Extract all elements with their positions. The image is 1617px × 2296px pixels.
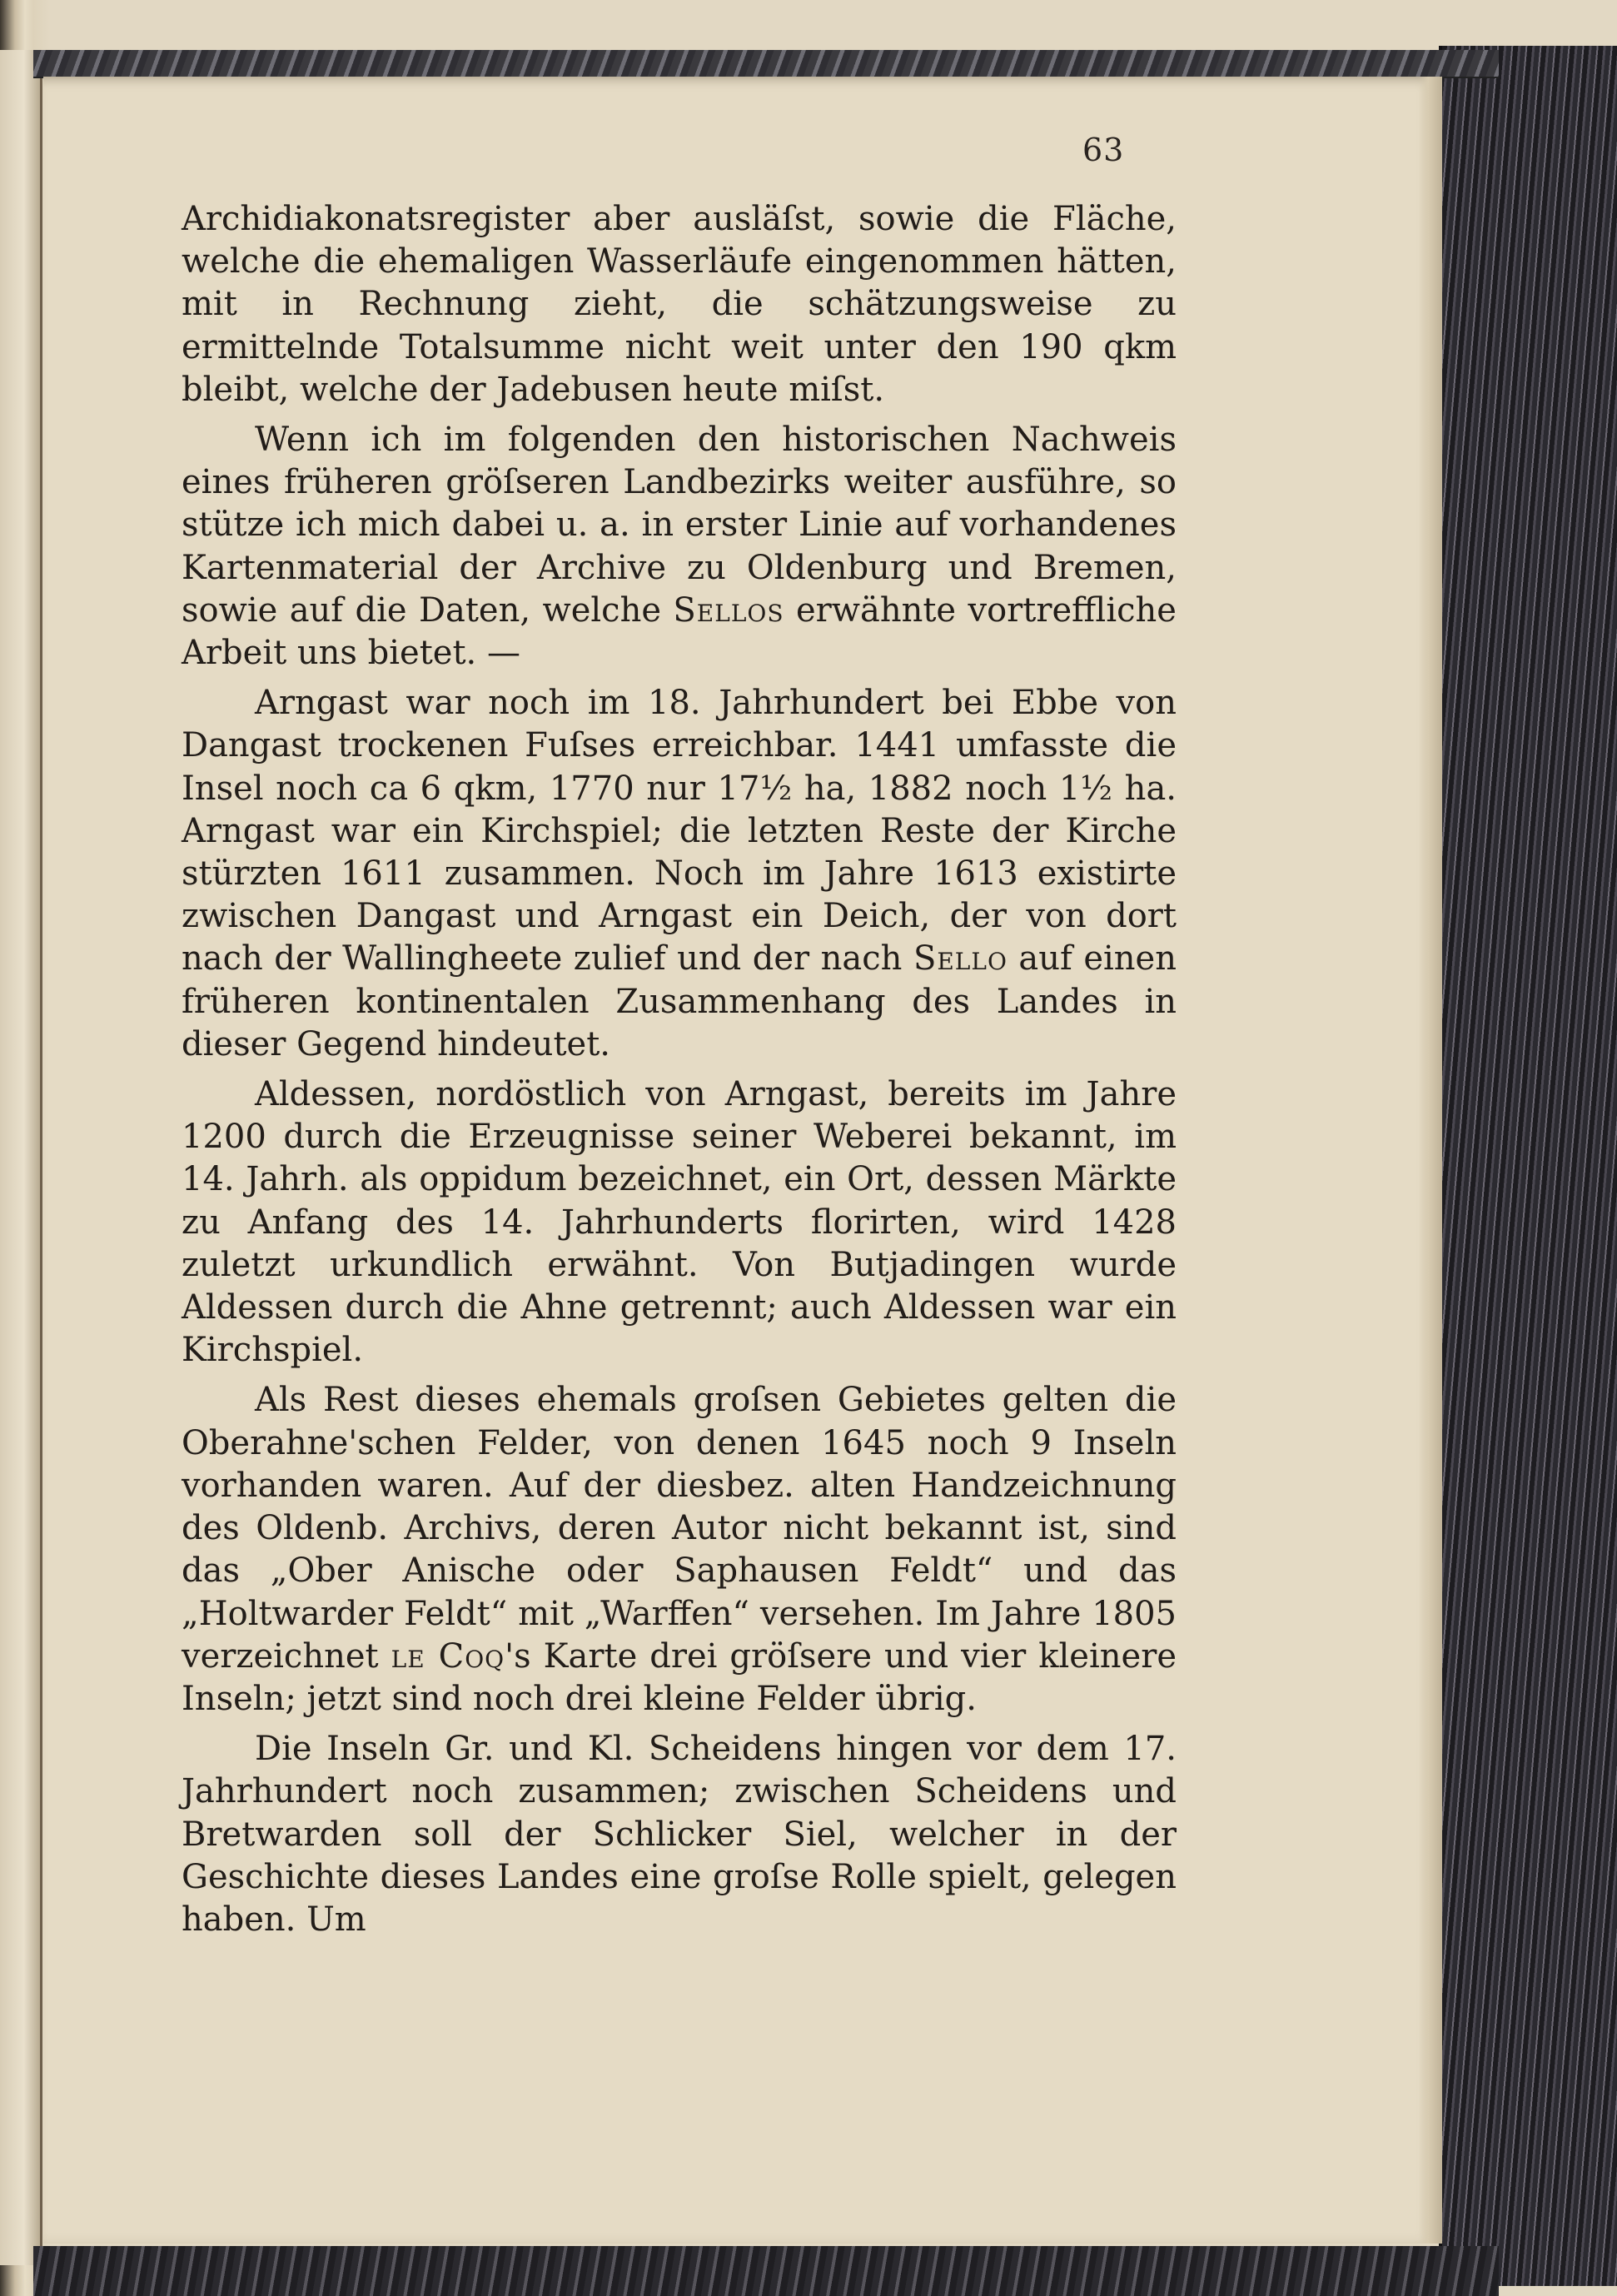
paragraph: [182, 682, 1177, 1066]
paragraph: [182, 1379, 1177, 1721]
author-name: Sellos: [673, 590, 784, 630]
paragraph-text: auf einen früheren kontinentalen Zusammenhang des Landes in dieser Gegend hindeutet.: [182, 939, 1177, 1063]
paragraph-text: Archidiakonatsregister aber ausläſst, sowie die Fläche, welche die ehemaligen Wasserläufe eingenommen hätten, mit in Rechnung zieht, die schätzungsweise zu ermittelnde Totalsumme nicht weit unter den 190 qkm bleibt, welche der Jadebusen heute miſst.: [182, 200, 1177, 409]
author-name: Sello: [913, 939, 1008, 979]
paragraph-text: Als Rest dieses ehemals groſsen Gebietes gelten die Oberahne'schen Felder, von denen 1645 noch 9 Inseln vorhanden waren. Auf der diesbez. alten Handzeichnung des Oldenb. Archivs, deren Autor nicht bekannt ist, sind das „Ober Anische oder Saphausen Feldt“ und das „Holtwarder Feldt“ mit „Warffen“ versehen. Im Jahre 1805 verzeichnet: [182, 1381, 1177, 1676]
author-name: le Coq: [391, 1636, 505, 1676]
paragraph-text: erwähnte vortreffliche Arbeit uns bietet. —: [182, 590, 1177, 673]
page-fold-shadow: [1419, 77, 1442, 2244]
paragraph-text: 's Karte drei gröſsere und vier kleinere Inseln; jetzt sind noch drei kleine Felder übrig.: [182, 1636, 1177, 1718]
paragraph: [182, 198, 1177, 411]
binding-strip-bottom: [33, 2246, 1499, 2296]
body-text: [182, 198, 1177, 1949]
paragraph-text: Die Inseln Gr. und Kl. Scheidens hingen vor dem 17. Jahrhundert noch zusammen; zwischen Scheidens und Bretwarden soll der Schlicker Siel, welcher in der Geschichte dieses Landes eine groſse Rolle spielt, gelegen haben. Um: [182, 1730, 1177, 1939]
paragraph: [182, 1728, 1177, 1941]
page-number: 63: [1082, 132, 1125, 168]
paragraph-text: Arngast war noch im 18. Jahrhundert bei Ebbe von Dangast trockenen Fuſses erreichbar. 1441 umfasste die Insel noch ca 6 qkm, 1770 nur 17½ ha, 1882 noch 1½ ha. Arngast war ein Kirchspiel; die letzten Reste der Kirche stürzten 1611 zusammen. Noch im Jahre 1613 existirte zwischen Dangast und Arngast ein Deich, der von dort nach der Wallingheete zulief und der nach: [182, 684, 1177, 979]
paragraph: [182, 419, 1177, 675]
previous-page-edge: [0, 50, 42, 2265]
binding-strip-top: [33, 50, 1499, 78]
paragraph: [182, 1073, 1177, 1372]
book-cover-board: [1439, 46, 1617, 2286]
paragraph-text: Wenn ich im folgenden den historischen Nachweis eines früheren gröſseren Landbezirks weiter ausführe, so stütze ich mich dabei u. a. in erster Linie auf vorhandenes Kartenmaterial der Archive zu Oldenburg und Bremen, sowie auf die Daten, welche: [182, 421, 1177, 630]
paragraph-text: Aldessen, nordöstlich von Arngast, bereits im Jahre 1200 durch die Erzeugnisse seiner Weberei bekannt, im 14. Jahrh. als oppidum bezeichnet, ein Ort, dessen Märkte zu Anfang des 14. Jahrhunderts florirten, wird 1428 zuletzt urkundlich erwähnt. Von Butjadingen wurde Aldessen durch die Ahne getrennt; auch Aldessen war ein Kirchspiel.: [182, 1075, 1177, 1370]
